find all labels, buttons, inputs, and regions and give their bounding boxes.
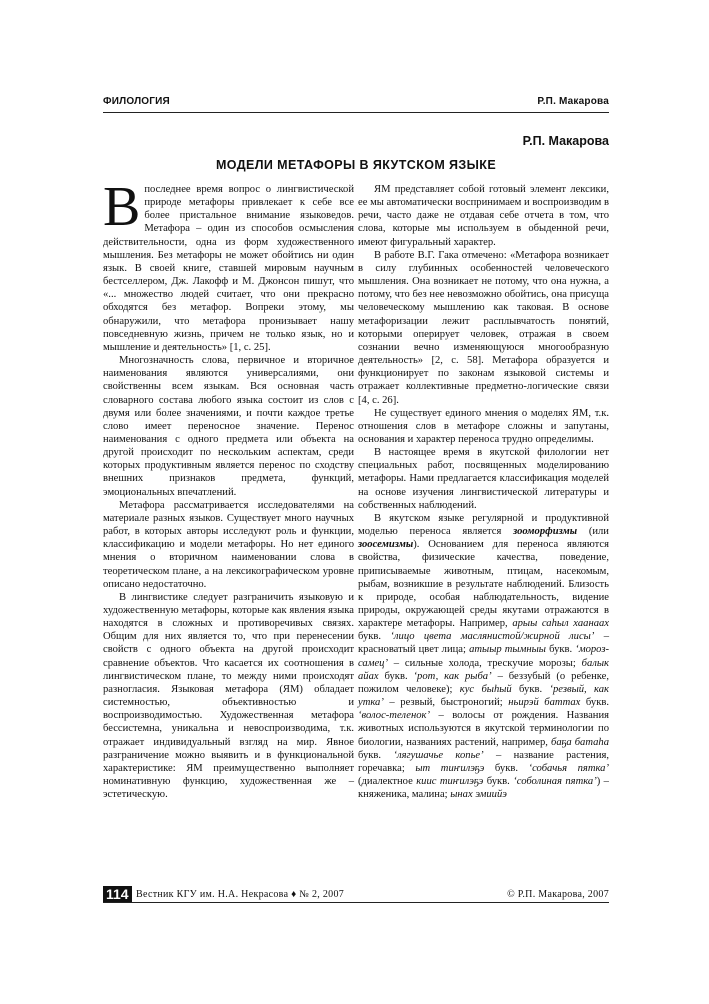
- gloss: ‘соболиная пятка’: [513, 776, 597, 788]
- example: атыыр тымныы: [469, 644, 546, 656]
- page-number: 114: [103, 886, 132, 902]
- example: кус быһый: [459, 683, 512, 695]
- article-author: Р.П. Макарова: [522, 134, 609, 148]
- example: ынах эмиийэ: [450, 789, 507, 801]
- gloss: ‘собачья пятка’: [528, 762, 609, 774]
- gloss: ‘резвый, как утка’: [358, 683, 609, 709]
- paragraph: Впоследнее время вопрос о лингвистической природе метафоры привлекает к себе все более пристальное внимание языковедов. Метафора – один из способов осмысления действительности, одна из форм художественного мышления. Без метафоры не может обойтись ни один язык. В своей книге, ставшей мировым научным бестселлером, Дж. Лакофф и М. Джонсон пишут, что «... множество людей считает, что они прекрасно обходятся без метафор. Вопреки этому, мы обнаружили, что метафора пронизывает нашу повседневную жизнь, причем не только язык, но и мышление и деятельность» [1, с. 25].: [103, 176, 354, 353]
- paragraph: В лингвистике следует разграничить языковую и художественную метафоры, которые как явления языка находятся в сложных и противоречивых связях. Общим для них является то, что при перенесении свойств с одного объекта на другой происходит сравнение объектов. Что касается их соотношения в лингвистическом плане, то между ними происходят разногласия. Языковая метафора (ЯМ) обладает системностью, объективностью и воспроизводимостью. Художественная метафора бессистемна, уникальна и невоспроизводима, т.к. отражает индивидуальный взгляд на мир. Явное разграничение можно выявить и в функциональной характеристике: ЯМ преимущественно выполняет номинативную функцию, художественная же – эстетическую.: [103, 591, 354, 801]
- gloss: ‘волос-теленок’: [358, 710, 431, 722]
- example: арыы саһыл хаанаах: [512, 618, 609, 630]
- gloss: ‘мороз-самец’: [358, 644, 609, 669]
- journal-citation: Вестник КГУ им. Н.А. Некрасова ♦ № 2, 2007: [136, 889, 345, 900]
- gloss: ‘лицо цвета маслянистой/жирной лисы’: [390, 631, 595, 643]
- example: ньирэй баттах: [508, 697, 581, 709]
- example: ыт тиҥилэҕэ: [415, 762, 485, 774]
- example: балык айах: [358, 657, 609, 682]
- paragraph: В якутском языке регулярной и продуктивной моделью переноса является зооморфизмы (или зоосемизмы). Основанием для переноса являются свойства, физические качества, поведение, приписываемые животным, птицам, насекомым, рыбам, возникшие в результате наблюдений. Близость к природе, особая наблюдательность, видение природы, окружающей среды якутами отражаются в характере метафоры. Например, арыы саһыл хаанаах букв. ‘лицо цвета маслянистой/жирной лисы’ – красноватый цвет лица; атыыр тымныы букв. ‘мороз-самец’ – сильные холода, трескучие морозы; балык айах букв. ‘рот, как рыба’ – беззубый (о ребенке, пожилом человеке); кус быһый букв. ‘резвый, как утка’ – резвый, быстроногий; ньирэй баттах букв. ‘волос-теленок’ – волосы от рождения. Названия животных используются в якутской терминологии по биологии, названиях растений, например, баҕа батаһа букв. ‘лягушачье копье’ – название растения, горечавка; ыт тиҥилэҕэ букв. ‘собачья пятка’ (диалектное киис тиҥилэҕэ букв. ‘соболиная пятка’) – княженика, малина; ынах эмиийэ: [358, 512, 610, 801]
- left-column: [103, 176, 354, 801]
- term: зооморфизмы: [513, 526, 578, 538]
- example: баҕа батаһа: [551, 736, 610, 748]
- paragraph: Не существует единого мнения о моделях ЯМ, т.к. отношения слов в метафоре сложны и запутаны, основания и характер переноса трудно определимы.: [358, 407, 609, 445]
- drop-cap: В: [103, 176, 141, 238]
- example: киис тиҥилэҕэ: [416, 776, 484, 788]
- paragraph: Многозначность слова, первичное и вторичное наименования являются универсалиями, они свойственны всем языкам. Вся основная часть словарного состава любого языка состоит из слов с двумя или более значениями, и почти каждое третье слово имеет переносное значение. Перенос наименования с одного предмета или объекта на другой происходит по нескольким аспектам, среди которых продуктивным является перенос по сходству внешних признаков предмета, функций, эмоциональных впечатлений.: [103, 355, 354, 498]
- running-header-author: Р.П. Макарова: [537, 96, 609, 107]
- paragraph: ЯМ представляет собой готовый элемент лексики, ее мы автоматически воспринимаем и воспроизводим в речи, часто даже не отдавая себе отчета в том, что слова, которые мы используем в обыденной речи, имеют фигуральный характер.: [358, 184, 609, 248]
- term: зоосемизмы: [358, 539, 414, 551]
- running-header-section: ФИЛОЛОГИЯ: [103, 96, 170, 107]
- gloss: ‘рот, как рыба’: [413, 670, 492, 682]
- article-title: МОДЕЛИ МЕТАФОРЫ В ЯКУТСКОМ ЯЗЫКЕ: [215, 158, 497, 172]
- gloss: ‘лягушачье копье’: [393, 749, 484, 761]
- paragraph: В настоящее время в якутской филологии нет специальных работ, посвященных моделированию метафоры. Нами предлагается классификация моделей на основе изучения лингвистической литературы и собственных наблюдений.: [358, 447, 609, 511]
- right-column: [358, 183, 609, 801]
- paragraph: В работе В.Г. Гака отмечено: «Метафора возникает в силу глубинных особенностей человеческого мышления. Она возникает не потому, что она нужна, а потому, что без нее невозможно обойтись, она присуща человеческому мышлению как таковая. В основе метафоризации лежит расплывчатость понятий, которыми оперирует человек, отражая в своем сознании вечно изменяющуюся многообразную деятельность» [2, с. 58]. Метафора образуется и функционирует по законам языковой системы и отражает коллективные предметно-логические связи [4, с. 26].: [358, 249, 609, 406]
- header-rule: [103, 112, 609, 113]
- copyright-notice: © Р.П. Макарова, 2007: [507, 889, 609, 900]
- page-footer: [103, 886, 609, 903]
- paragraph: Метафора рассматривается исследователями на материале разных языков. Существует много научных работ, в которых авторы исследуют роль и функции, классификацию и модели метафоры. Но нет единого мнения о вторичном наименовании слова в теоретическом плане, а на лексикографическом уровне описано недостаточно.: [103, 499, 354, 590]
